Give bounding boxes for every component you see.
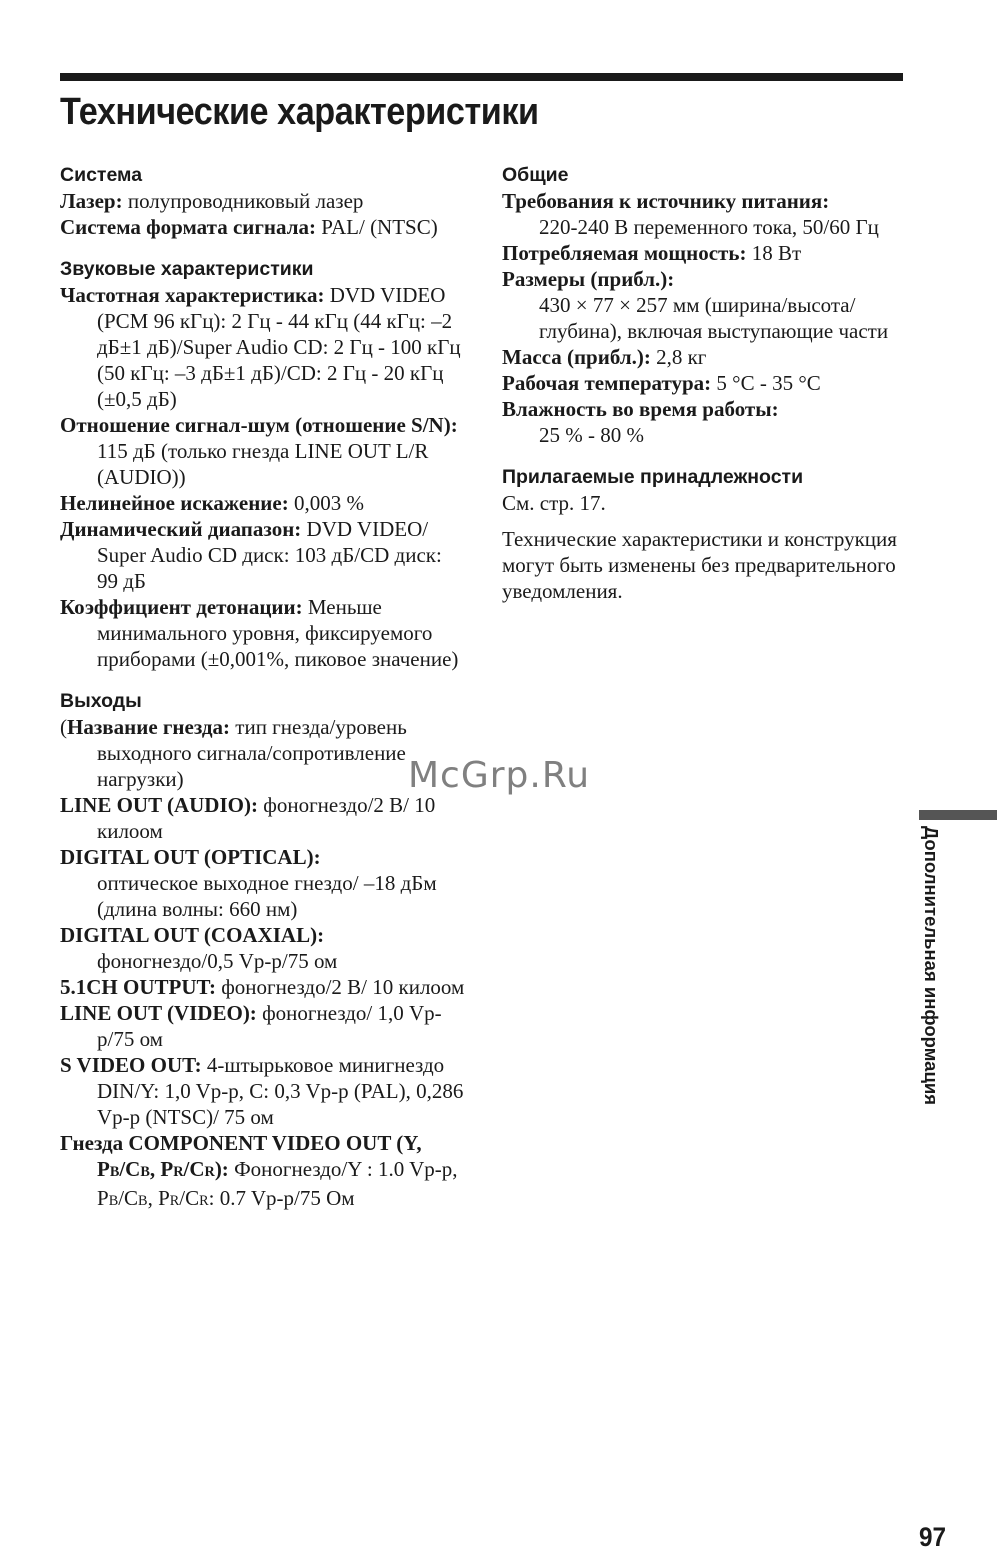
section-heading-audio: Звуковые характеристики xyxy=(60,258,314,280)
label-text: ): xyxy=(214,1157,229,1181)
section-accessories xyxy=(502,464,907,604)
subscript-r: R xyxy=(199,1193,209,1209)
spec-value: тип гнезда/уровень выходного сигнала/сопротивление нагрузки) xyxy=(97,715,407,791)
spec-dynamic-range xyxy=(60,516,465,594)
value-text: Фоногнездо/Y : 1.0 Vp-p, P xyxy=(97,1157,458,1210)
spec-value: фоногнездо/0,5 Vp-p/75 ом xyxy=(97,949,338,973)
spec-value: фоногнездо/2 В/ 10 килоом xyxy=(221,975,465,999)
spec-value: 430 × 77 × 257 мм (ширина/высота/ глубина), включая выступающие части xyxy=(539,293,889,343)
spec-label: Рабочая температура: xyxy=(502,371,712,395)
right-column xyxy=(502,162,907,604)
spec-label: Размеры (прибл.): xyxy=(502,267,675,291)
spec-s-video-out xyxy=(60,1052,465,1130)
side-section-label: Дополнительная информация xyxy=(921,826,942,1106)
subscript-r: R xyxy=(169,1193,180,1209)
label-text: Гнезда COMPONENT VIDEO OUT (Y, P xyxy=(60,1131,422,1181)
spec-label: Потребляемая мощность: xyxy=(502,241,747,265)
spec-line-out-audio xyxy=(60,792,465,844)
value-text: , P xyxy=(147,1186,170,1210)
spec-value: 2,8 кг xyxy=(656,345,707,369)
spec-value: 5 °C - 35 °C xyxy=(716,371,821,395)
page-title: Технические характеристики xyxy=(60,91,539,133)
legend-open-paren: ( xyxy=(60,715,67,739)
spec-label: Лазер: xyxy=(60,189,123,213)
left-column xyxy=(60,162,465,1214)
section-system xyxy=(60,162,465,240)
spec-digital-coaxial xyxy=(60,922,465,974)
spec-label: Динамический диапазон: xyxy=(60,517,302,541)
spec-component-video-out xyxy=(60,1130,465,1214)
spec-snr xyxy=(60,412,465,490)
subscript-b: B xyxy=(108,1193,119,1209)
top-rule xyxy=(60,73,903,81)
section-heading-system: Система xyxy=(60,164,143,186)
spec-power-requirements xyxy=(502,188,907,240)
spec-dimensions xyxy=(502,266,907,344)
subscript-b: B xyxy=(109,1164,120,1180)
spec-value: PAL/ (NTSC) xyxy=(321,215,438,239)
spec-label: LINE OUT (AUDIO): xyxy=(60,793,258,817)
spec-value: 18 Вт xyxy=(751,241,802,265)
label-text: /C xyxy=(183,1157,205,1181)
spec-label: Масса (прибл.): xyxy=(502,345,651,369)
spec-label: S VIDEO OUT: xyxy=(60,1053,202,1077)
page-number: 97 xyxy=(919,1522,947,1552)
section-heading-outputs: Выходы xyxy=(60,690,142,712)
spec-value: фоногнездо/2 В/ 10 килоом xyxy=(97,793,436,843)
spec-value: 115 дБ (только гнезда LINE OUT L/R (AUDIO)) xyxy=(97,439,429,489)
spec-line-out-video xyxy=(60,1000,465,1052)
spec-distortion xyxy=(60,490,465,516)
spec-frequency-response xyxy=(60,282,465,412)
spec-label: Название гнезда: xyxy=(67,715,231,739)
spec-label: DIGITAL OUT (OPTICAL): xyxy=(60,845,321,869)
subscript-r: R xyxy=(204,1164,215,1180)
spec-laser xyxy=(60,188,465,214)
spec-51ch-output xyxy=(60,974,465,1000)
spec-label: Частотная характеристика: xyxy=(60,283,325,307)
watermark: McGrp.Ru xyxy=(408,755,591,796)
spec-value: Меньше минимального уровня, фиксируемого приборами (±0,001%, пиковое значение) xyxy=(97,595,459,671)
spec-value: DVD VIDEO/ Super Audio CD диск: 103 дБ/CD диск: 99 дБ xyxy=(97,517,442,593)
spec-mass xyxy=(502,344,907,370)
spec-label: Требования к источнику питания: xyxy=(502,189,830,213)
spec-label: Коэффициент детонации: xyxy=(60,595,303,619)
spec-label: Влажность во время работы: xyxy=(502,397,779,421)
spec-value: DVD VIDEO (PCM 96 кГц): 2 Гц - 44 кГц (44 кГц: –2 дБ±1 дБ)/Super Audio CD: 2 Гц - 100 кГц (50 кГц: –3 дБ±1 дБ)/CD: 2 Гц - 20 кГц (±0,5 дБ) xyxy=(97,283,461,411)
value-text: /C xyxy=(118,1186,139,1210)
spec-value: 25 % - 80 % xyxy=(539,423,644,447)
spec-label: Отношение сигнал-шум (отношение S/N): xyxy=(60,413,458,437)
specs-change-notice: Технические характеристики и конструкция могут быть изменены без предварительного уведомления. xyxy=(502,527,897,603)
spec-value: полупроводниковый лазер xyxy=(127,189,364,213)
side-tab-marker xyxy=(919,810,997,820)
spec-value: 220-240 В переменного тока, 50/60 Гц xyxy=(539,215,879,239)
subscript-b: B xyxy=(140,1164,150,1180)
spec-value: 4-штырьковое минигнездо DIN/Y: 1,0 Vp-p, C: 0,3 Vp-p (PAL), 0,286 Vp-p (NTSC)/ 75 ом xyxy=(97,1053,464,1129)
spec-label: LINE OUT (VIDEO): xyxy=(60,1001,257,1025)
spec-operating-humidity xyxy=(502,396,907,448)
section-heading-general: Общие xyxy=(502,164,569,186)
spec-label: Нелинейное искажение: xyxy=(60,491,289,515)
spec-label: Система формата сигнала: xyxy=(60,215,316,239)
spec-label: 5.1CH OUTPUT: xyxy=(60,975,216,999)
spec-value: фоногнездо/ 1,0 Vp-p/75 ом xyxy=(97,1001,442,1051)
spec-operating-temperature xyxy=(502,370,907,396)
spec-wow-flutter xyxy=(60,594,465,672)
section-general xyxy=(502,162,907,448)
value-text: /C xyxy=(179,1186,200,1210)
spec-signal-format xyxy=(60,214,465,240)
spec-value: 0,003 % xyxy=(293,491,364,515)
label-text: , P xyxy=(149,1157,174,1181)
spec-power-consumption xyxy=(502,240,907,266)
section-heading-accessories: Прилагаемые принадлежности xyxy=(502,466,804,488)
subscript-b: B xyxy=(138,1193,148,1209)
spec-value: оптическое выходное гнездо/ –18 дБм (длина волны: 660 нм) xyxy=(97,871,437,921)
label-text: /C xyxy=(119,1157,141,1181)
value-text: : 0.7 Vp-p/75 Ом xyxy=(208,1186,355,1210)
section-audio xyxy=(60,256,465,672)
subscript-r: R xyxy=(173,1164,184,1180)
spec-digital-optical xyxy=(60,844,465,922)
accessories-page-reference: См. стр. 17. xyxy=(502,491,606,515)
spec-label: DIGITAL OUT (COAXIAL): xyxy=(60,923,325,947)
section-outputs xyxy=(60,688,465,1214)
spec-outputs-legend xyxy=(60,714,465,792)
